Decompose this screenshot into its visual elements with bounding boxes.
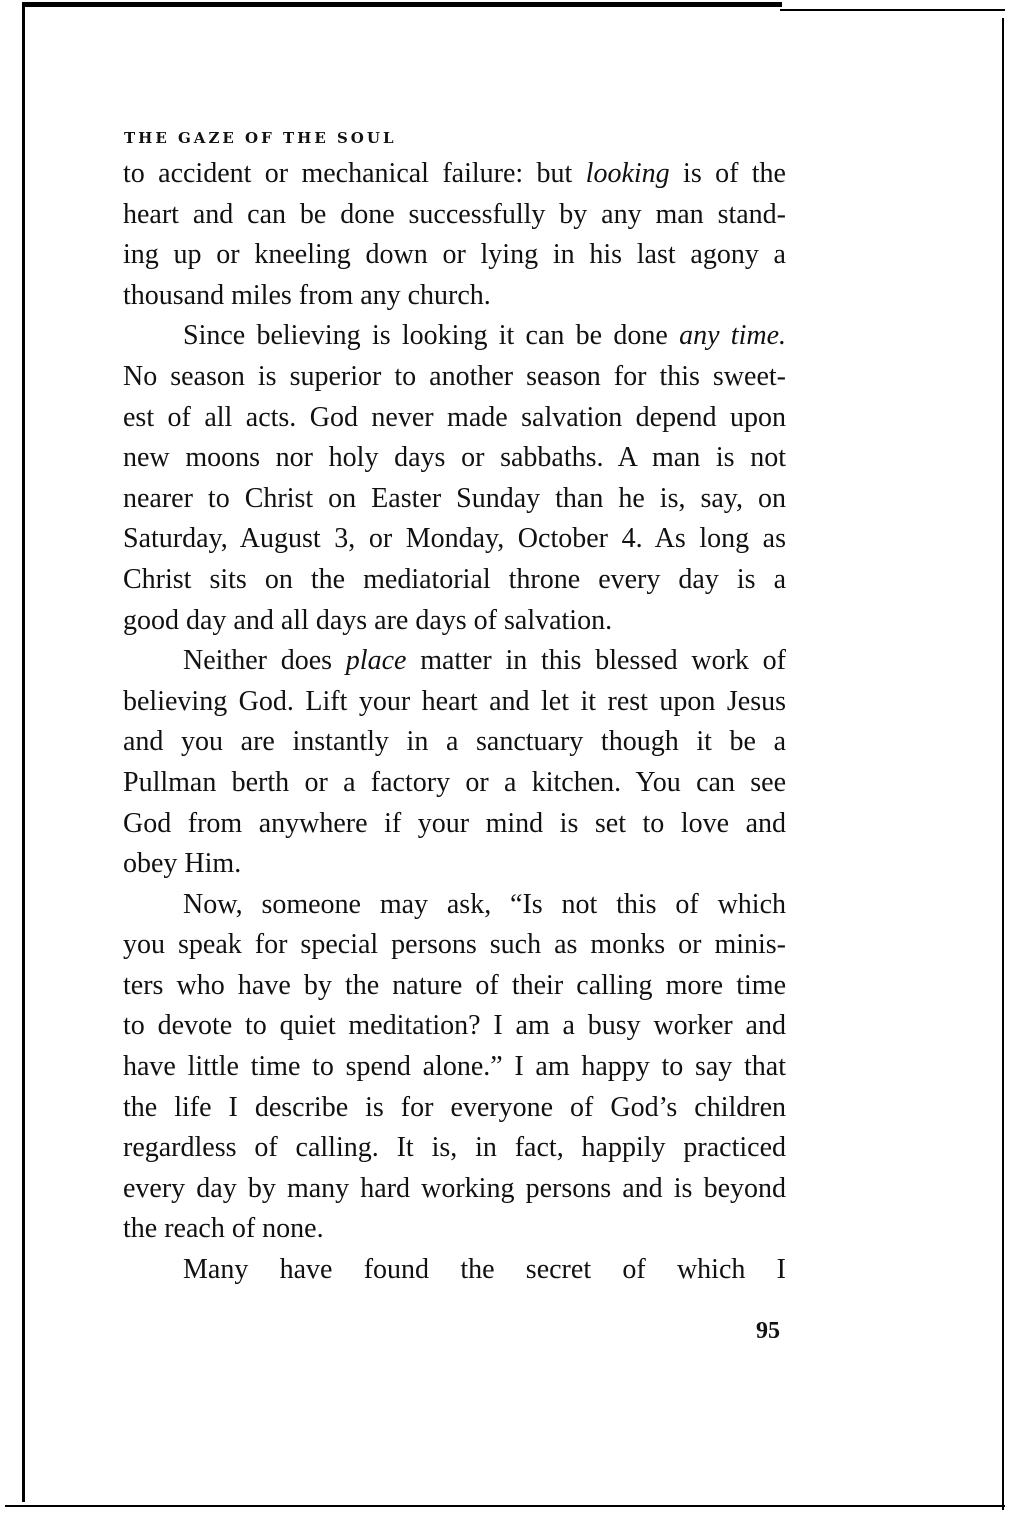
text-line bbox=[123, 398, 786, 439]
text-segment: heart and can be done successfully by any man stand- bbox=[123, 198, 786, 230]
text-line bbox=[123, 1169, 786, 1210]
text-line bbox=[123, 316, 786, 357]
text-segment: Now, someone may ask, “Is not this of which bbox=[183, 888, 786, 920]
text-line bbox=[123, 1088, 786, 1129]
text-line bbox=[123, 763, 786, 804]
text-segment: God from anywhere if your mind is set to love and bbox=[123, 807, 786, 839]
text-line bbox=[123, 682, 786, 723]
text-segment: matter in this blessed work of bbox=[406, 645, 786, 677]
body-text bbox=[123, 154, 786, 1291]
text-line bbox=[123, 844, 786, 885]
text-line bbox=[123, 357, 786, 398]
text-segment: is of the bbox=[669, 158, 786, 189]
text-line bbox=[123, 641, 786, 682]
text-segment: regardless of calling. It is, in fact, happily practiced bbox=[123, 1132, 786, 1164]
text-segment: the reach of none. bbox=[123, 1213, 324, 1245]
italic-text: looking bbox=[585, 158, 670, 189]
text-segment: have little time to spend alone.” I am happy to say that bbox=[123, 1051, 786, 1083]
top-edge-line bbox=[22, 2, 782, 7]
text-line bbox=[123, 276, 786, 317]
page-number: 95 bbox=[756, 1318, 780, 1344]
text-line bbox=[123, 438, 786, 479]
text-segment: est of all acts. God never made salvation depend upon bbox=[123, 401, 786, 433]
text-line bbox=[123, 195, 786, 236]
left-edge-line bbox=[22, 2, 25, 1502]
text-segment: thousand miles from any church. bbox=[123, 279, 491, 311]
text-segment: Many have found the secret of which I bbox=[183, 1254, 786, 1286]
text-line bbox=[123, 885, 786, 926]
text-line bbox=[123, 1047, 786, 1088]
text-line bbox=[123, 1250, 786, 1291]
top-right-edge-line bbox=[780, 9, 1005, 11]
text-segment: to devote to quiet meditation? I am a busy worker and bbox=[123, 1010, 786, 1042]
text-line bbox=[123, 1209, 786, 1250]
text-segment: obey Him. bbox=[123, 848, 242, 880]
text-line bbox=[123, 966, 786, 1007]
text-segment: every day by many hard working persons and is beyond bbox=[123, 1172, 786, 1204]
text-segment: the life I describe is for everyone of God’s children bbox=[123, 1091, 786, 1123]
text-line bbox=[123, 519, 786, 560]
italic-text: place bbox=[345, 645, 407, 677]
text-segment: to accident or mechanical failure: but bbox=[123, 158, 586, 189]
text-segment: Saturday, August 3, or Monday, October 4. As long as bbox=[123, 523, 786, 555]
bottom-edge-line bbox=[5, 1505, 1005, 1507]
italic-text: any time. bbox=[679, 320, 787, 352]
text-segment: good day and all days are days of salvation. bbox=[123, 604, 613, 636]
text-line bbox=[123, 601, 786, 642]
text-line bbox=[123, 804, 786, 845]
text-segment: ters who have by the nature of their calling more time bbox=[123, 969, 786, 1001]
right-edge-line bbox=[1002, 18, 1004, 1510]
text-segment: Since believing is looking it can be done bbox=[183, 320, 680, 352]
text-segment: Pullman berth or a factory or a kitchen. You can see bbox=[123, 766, 786, 798]
text-line bbox=[123, 1006, 786, 1047]
text-line bbox=[123, 1128, 786, 1169]
text-segment: Christ sits on the mediatorial throne every day is a bbox=[123, 563, 786, 595]
text-segment: Neither does bbox=[183, 645, 346, 677]
text-line bbox=[123, 925, 786, 966]
running-head: THE GAZE OF THE SOUL bbox=[124, 129, 397, 147]
text-segment: you speak for special persons such as monks or minis- bbox=[123, 929, 786, 961]
text-segment: believing God. Lift your heart and let it rest upon Jesus bbox=[123, 685, 786, 717]
text-line bbox=[123, 154, 786, 195]
text-segment: and you are instantly in a sanctuary though it be a bbox=[123, 726, 786, 758]
text-segment: nearer to Christ on Easter Sunday than he is, say, on bbox=[123, 482, 786, 514]
text-line bbox=[123, 235, 786, 276]
text-segment: ing up or kneeling down or lying in his last agony a bbox=[123, 239, 786, 271]
text-line bbox=[123, 560, 786, 601]
text-line bbox=[123, 479, 786, 520]
text-segment: new moons nor holy days or sabbaths. A man is not bbox=[123, 442, 786, 474]
text-line bbox=[123, 722, 786, 763]
text-segment: No season is superior to another season for this sweet- bbox=[123, 360, 786, 392]
